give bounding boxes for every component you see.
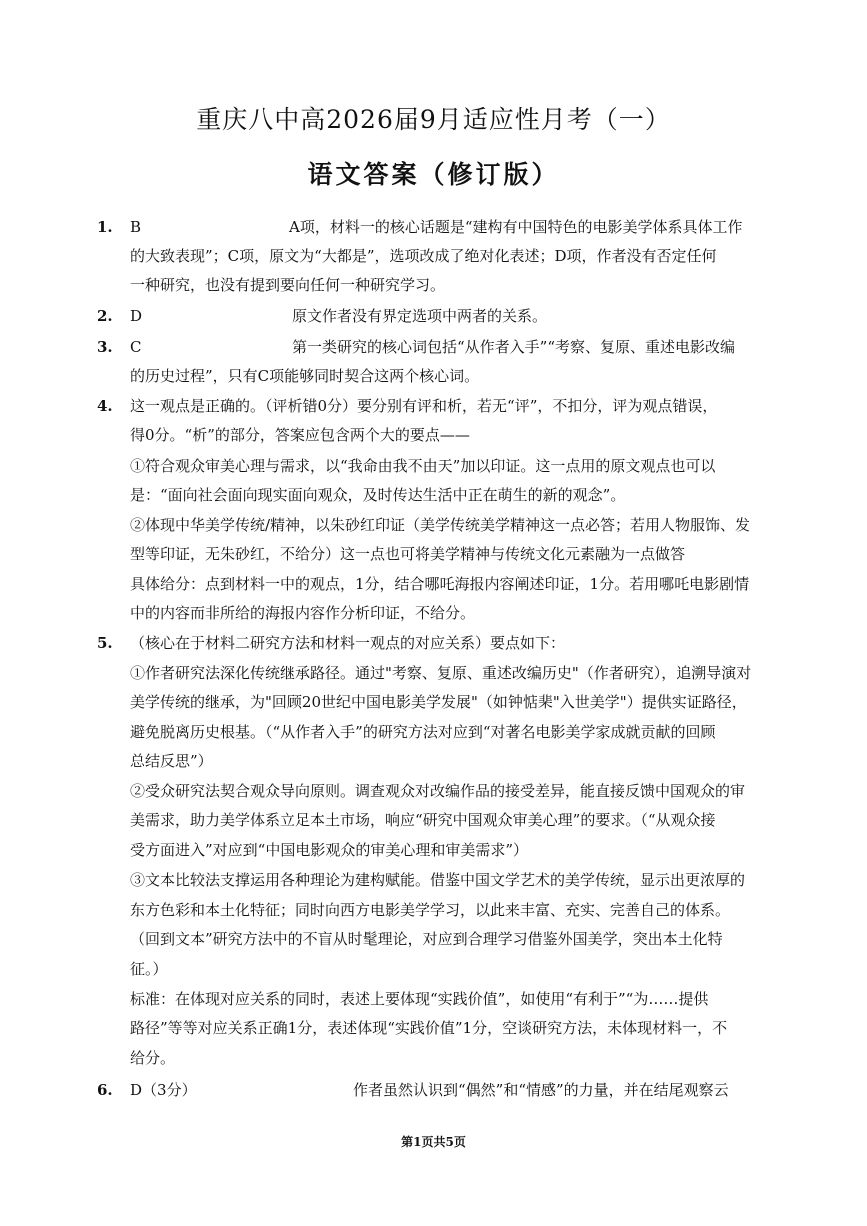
explanation-line: ②受众研究法契合观众导向原则。调查观众对改编作品的接受差异，能直接反馈中国观众的审 — [130, 782, 746, 800]
question-number: 4. — [97, 397, 113, 415]
explanation-line: 给分。 — [130, 1049, 176, 1067]
explanation-line: ③文本比较法支撑运用各种理论为建构赋能。借鉴中国文学艺术的美学传统，显示出更浓厚的 — [130, 871, 746, 889]
document-subtitle: 语文答案（修订版） — [307, 160, 560, 189]
explanation-line: 的历史过程”，只有C项能够同时契合这两个核心词。 — [130, 367, 480, 385]
explanation-line: 这一观点是正确的。（评析错0分）要分别有评和析，若无“评”，不扣分，评为观点错误， — [130, 397, 718, 415]
answer-letter: D — [130, 307, 143, 325]
explanation-line: 避免脱离历史根基。（“从作者入手”的研究方法对应到“对著名电影美学家成就贡献的回顾 — [130, 723, 716, 741]
document-title: 重庆八中高2026届9月适应性月考（一） — [196, 105, 671, 134]
explanation-line: ①作者研究法深化传统继承路径。通过"考察、复原、重述改编历史"（作者研究），追溯导演对 — [130, 664, 752, 682]
explanation-line: 原文作者没有界定选项中两者的关系。 — [292, 307, 548, 325]
explanation-line: 一种研究，也没有提到要向任何一种研究学习。 — [130, 276, 446, 294]
explanation-line: 具体给分：点到材料一中的观点，1分，结合哪吒海报内容阐述印证，1分。若用哪吒电影剧情 — [130, 575, 750, 593]
answer-letter: D（3分） — [130, 1081, 197, 1099]
explanation-line: 中的内容而非所给的海报内容作分析印证，不给分。 — [130, 604, 476, 622]
answer-letter: C — [130, 338, 142, 356]
explanation-line: 美需求，助力美学体系立足本土市场，响应“研究中国观众审美心理”的要求。（“从观众接 — [130, 811, 716, 829]
explanation-line: 标准：在体现对应关系的同时，表述上要体现“实践价值”，如使用“有利于”“为……提供 — [130, 990, 709, 1008]
explanation-line: ①符合观众审美心理与需求，以“我命由我不由天”加以印证。这一点用的原文观点也可以 — [130, 457, 716, 475]
explanation-line: 受方面进入”对应到“中国电影观众的审美心理和审美需求”） — [130, 841, 529, 859]
explanation-line: 征。） — [130, 960, 168, 978]
question-number: 2. — [97, 307, 113, 325]
explanation-line: 作者虽然认识到“偶然”和“情感”的力量，并在结尾观察云 — [353, 1081, 729, 1099]
explanation-line: 路径”等等对应关系正确1分，表述体现“实践价值”1分，空谈研究方法，未体现材料一，不 — [130, 1019, 728, 1037]
question-number: 6. — [97, 1081, 113, 1099]
question-number: 1. — [97, 218, 113, 236]
explanation-line: A项，材料一的核心话题是“建构有中国特色的电影美学体系具体工作 — [289, 218, 743, 236]
question-number: 5. — [97, 634, 113, 652]
explanation-line: 总结反思”） — [130, 752, 213, 770]
explanation-line: （核心在于材料二研究方法和材料一观点的对应关系）要点如下： — [130, 634, 566, 652]
explanation-line: ②体现中华美学传统/精神，以朱砂红印证（美学传统美学精神这一点必答；若用人物服饰、发 — [130, 516, 751, 534]
explanation-line: 的大致表现”；C项，原文为“大都是”，选项改成了绝对化表述；D项，作者没有否定任何 — [130, 247, 717, 265]
explanation-line: 是：“面向社会面向现实面向观众，及时传达生活中正在萌生的新的观念”。 — [130, 486, 626, 504]
explanation-line: 型等印证，无朱砂红，不给分）这一点也可将美学精神与传统文化元素融为一点做答 — [130, 545, 686, 563]
explanation-line: （回到文本”研究方法中的不盲从时髦理论，对应到合理学习借鉴外国美学，突出本土化特 — [130, 930, 723, 948]
explanation-line: 美学传统的继承，为"回顾20世纪中国电影美学发展"（如钟惦棐"入世美学"）提供实证路径， — [130, 693, 747, 711]
page-number: 第1页共5页 — [401, 1135, 466, 1149]
question-number: 3. — [97, 338, 113, 356]
explanation-line: 得0分。“析”的部分，答案应包含两个大的要点—— — [130, 426, 470, 444]
answer-letter: B — [130, 218, 142, 236]
explanation-line: 第一类研究的核心词包括“从作者入手”“考察、复原、重述电影改编 — [292, 338, 736, 356]
explanation-line: 东方色彩和本土化特征；同时向西方电影美学学习，以此来丰富、充实、完善自己的体系。 — [130, 901, 731, 919]
